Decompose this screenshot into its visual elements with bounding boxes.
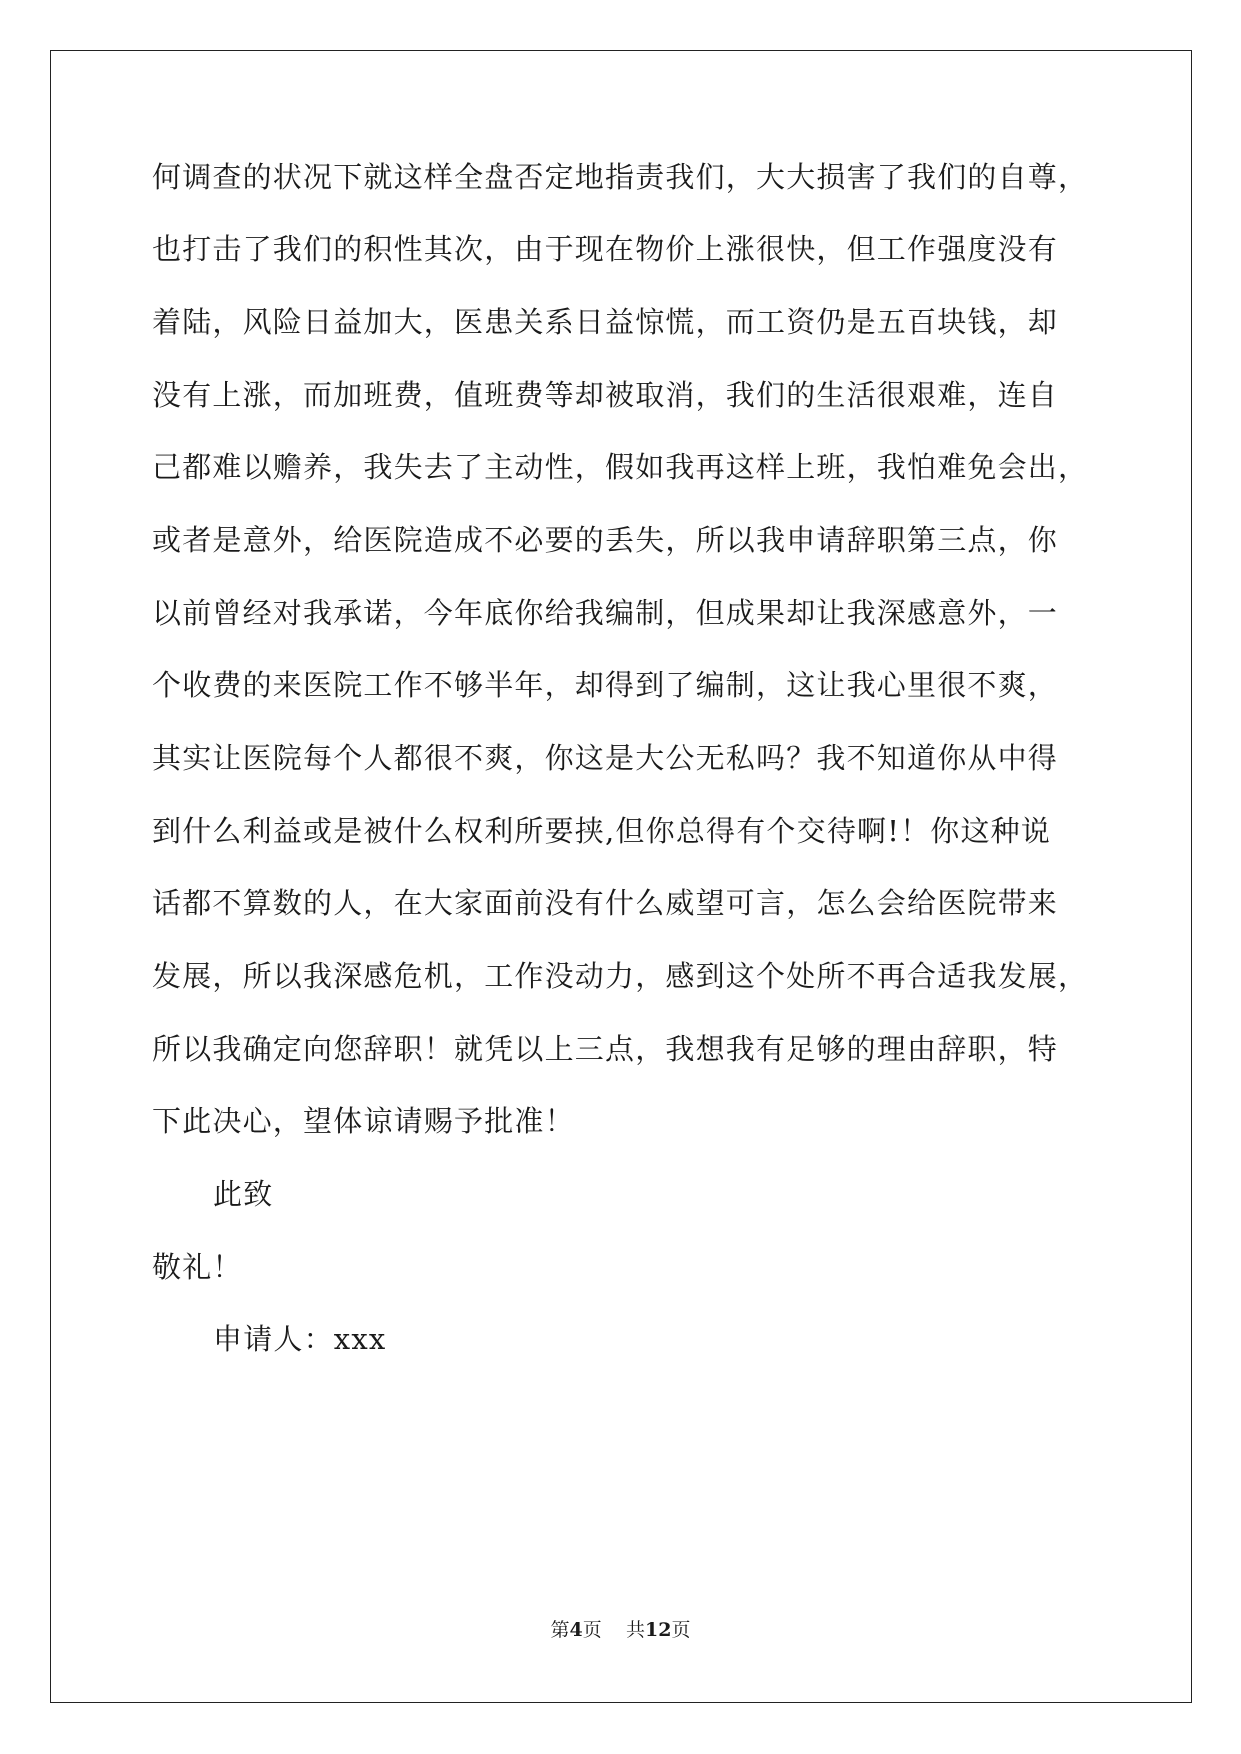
body-line: 何调查的状况下就这样全盘否定地指责我们，大大损害了我们的自尊， (152, 160, 1089, 194)
body-line: 下此决心，望体谅请赐予批准！ (152, 1104, 575, 1138)
body-line: 话都不算数的人，在大家面前没有什么威望可言，怎么会给医院带来 (152, 886, 1059, 920)
body-line: 没有上涨，而加班费，值班费等却被取消，我们的生活很艰难，连自 (152, 378, 1059, 412)
page-footer (0, 1617, 1241, 1643)
body-line: 己都难以赡养，我失去了主动性，假如我再这样上班，我怕难免会出， (152, 450, 1089, 484)
page-prefix: 第 (550, 1619, 570, 1641)
body-line: 发展，所以我深感危机，工作没动力，感到这个处所不再合适我发展， (152, 959, 1089, 993)
body-line: 也打击了我们的积性其次，由于现在物价上涨很快，但工作强度没有 (152, 232, 1059, 266)
page-border (50, 50, 1192, 1703)
body-line: 其实让医院每个人都很不爽，你这是大公无私吗？我不知道你从中得 (152, 741, 1059, 775)
page-number: 4 (569, 1619, 583, 1641)
body-line: 或者是意外，给医院造成不必要的丢失，所以我申请辞职第三点，你 (152, 523, 1059, 557)
total-suffix: 页 (671, 1619, 691, 1641)
total-prefix: 共 (625, 1619, 645, 1641)
closing-salutation: 此致 (213, 1177, 274, 1211)
body-line: 所以我确定向您辞职！就凭以上三点，我想我有足够的理由辞职，特 (152, 1032, 1059, 1066)
body-line: 个收费的来医院工作不够半年，却得到了编制，这让我心里很不爽， (152, 668, 1059, 702)
page-suffix: 页 (582, 1619, 602, 1641)
applicant-signature: 申请人：xxx (213, 1322, 387, 1356)
body-line: 以前曾经对我承诺，今年底你给我编制，但成果却让我深感意外，一 (152, 596, 1059, 630)
total-pages: 12 (644, 1619, 672, 1641)
body-line: 到什么利益或是被什么权利所要挟,但你总得有个交待啊!！你这种说 (152, 814, 1052, 848)
body-line: 着陆，风险日益加大，医患关系日益惊慌，而工资仍是五百块钱，却 (152, 305, 1059, 339)
closing-respect: 敬礼！ (152, 1250, 243, 1284)
